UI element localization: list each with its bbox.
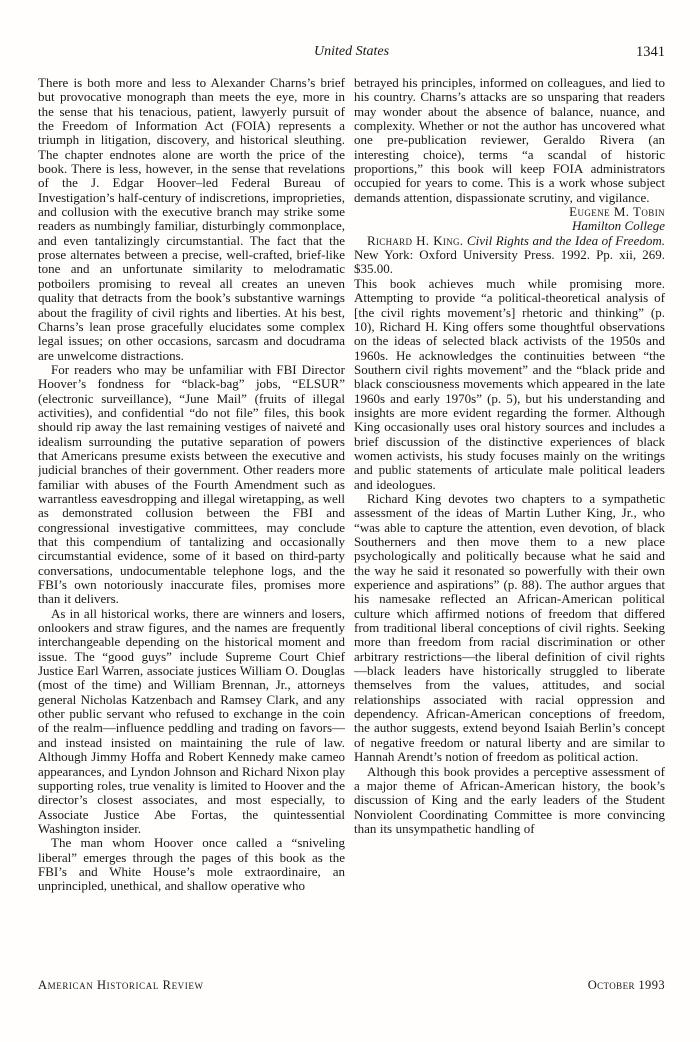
right-text-column (354, 76, 665, 948)
citation-author: Richard H. King. (367, 232, 464, 248)
citation-book-title: Civil Rights and the Idea of Freedom. (466, 232, 665, 248)
review-charns-paragraph: As in all historical works, there are winners and losers, onlookers and straw figures, and the names are frequently interchangeable depending on the historical moment and issue. The “good guys” include Supreme Court Chief Justice Earl Warren, associate justices William O. Douglas (most of the time) and William Brennan, Jr., attorneys general Nicholas Katzenbach and Ramsey Clark, and any other public servant who refused to exchange in the coin of the realm—influence peddling and trading on favors—and instead insisted on maintaining the rule of law. Although Jimmy Hoffa and Robert Kennedy make cameo appearances, and Lyndon Johnson and Richard Nixon play supporting roles, true venality is limited to Hoover and the director’s closest associates, and most especially, to Associate Justice Abe Fortas, the quintessential Washington insider. (38, 605, 345, 836)
reviewer-signature (354, 205, 665, 234)
review-king-paragraph: Although this book provides a perceptive assessment of a major theme of African-American history, the book’s discussion of King and the early leaders of the Student Nonviolent Coordinating Committee is more convincing than its unsympathetic handling of (354, 763, 665, 836)
book-citation (354, 234, 665, 277)
running-head-section-title: United States (313, 44, 390, 59)
review-king-paragraph: Richard King devotes two chapters to a sympathetic assessment of the ideas of Martin Luther King, Jr., who “was able to capture the attention, even devotion, of black Southerners and then move them to a new place psychologically and politically because what he said and the way he said it resonated so powerfully with their own experience and aspirations” (p. 88). The author argues that his namesake reflected an African-American political culture which affirmed notions of freedom that differed from traditional liberal conceptions of civil rights. Seeking more than freedom from racial discrimination or other arbitrary restrictions—the liberal definition of civil rights—black leaders have historically struggled to liberate themselves from the values, attitudes, and social relationships associated with racial oppression and dependency. African-American conceptions of freedom, the author suggests, extend beyond Isaiah Berlin’s concept of negative freedom or natural liberty and are similar to Hannah Arendt’s notion of freedom as political action. (354, 490, 665, 765)
review-charns-paragraph: The man whom Hoover once called a “sniveling liberal” emerges through the pages of this book as the FBI’s and White House’s mole extraordinaire, an unprincipled, unethical, and shallow operative who (38, 835, 345, 894)
review-charns-continuation: betrayed his principles, informed on colleagues, and lied to his country. Charns’s attacks are so unsparing that readers may wonder about the absence of balance, nuance, and complexity. Whether or not the author has uncovered what one pre-publication reviewer, Geraldo Rivera (an interesting choice), terms “a scandal of historic proportions,” this book will keep FOIA administrators occupied for years to come. This is a work whose subject demands attention, dispassionate scrutiny, and vigilance. (354, 76, 665, 205)
citation-publication-info: New York: Oxford University Press. 1992. Pp. xii, 269. $35.00. (354, 247, 665, 277)
reviewer-affiliation: Hamilton College (572, 218, 665, 234)
journal-title: American Historical Review (38, 978, 204, 992)
running-head (38, 44, 665, 64)
review-king-paragraph: This book achieves much while promising more. Attempting to provide “a political-theoretical analysis of [the civil rights movement’s] rhetoric and thinking” (p. 10), Richard H. King offers some thoughtful observations on the ideas of selected black activists of the 1950s and 1960s. He acknowledges the continuities between “the Southern civil rights movement” and the “black pride and black consciousness movements which appeared in the late 1960s and early 1970s” (p. 5), but his understanding and insights are more evident regarding the former. Although King occasionally uses oral history sources and includes a brief discussion of the distinctive experiences of black women activists, his study focuses mainly on the writings and public statements of articulate male political leaders and ideologues. (354, 275, 665, 492)
review-charns-paragraph: For readers who may be unfamiliar with FBI Director Hoover’s fondness for “black-bag” jobs, “ELSUR” (electronic surveillance), “June Mail” (fruits of illegal activities), and confidential “do not file” files, this book should rip away the last remaining vestiges of naiveté and idealism surrounding the putative separation of powers that Americans presume exists between the executive and judicial branches of their government. Other readers more familiar with abuses of the Fourth Amendment such as warrantless eavesdropping and illegal wiretapping, as well as demonstrated collusion between the FBI and congressional investigative committees, may conclude that this compendium of tantalizing and occasionally circumstantial evidence, some of it based on third-party conversations, undocumentable telephone logs, and the FBI’s own notoriously inaccurate files, promises more than it delivers. (38, 361, 345, 607)
review-charns-paragraph: There is both more and less to Alexander Charns’s brief but provocative monograph than meets the eye, more in the sense that his tenacious, patient, lawyerly pursuit of the Freedom of Information Act (FOIA) represents a triumph in litigation, discovery, and historical sleuthing. The chapter endnotes alone are worth the price of the book. There is less, however, in the sense that revelations of the J. Edgar Hoover–led Federal Bureau of Investigation’s half-century of indiscretions, improprieties, and collusion with the executive branch may strike some readers as numbingly familiar, disturbingly commonplace, and even tantalizingly circumstantial. The fact that the prose alternates between a precise, well-crafted, brief-like tone and an unfortunate similarity to melodramatic potboilers promising to reveal all creates an uneven quality that detracts from the book’s substantive warnings about the fragility of civil rights and liberties. At his best, Charns’s lean prose gracefully elucidates some complex legal issues; on other occasions, sarcasm and docudrama are unwelcome distractions. (38, 76, 345, 363)
reviewer-name: Eugene M. Tobin (569, 204, 665, 220)
issue-date: October 1993 (587, 978, 665, 992)
page-number: 1341 (636, 44, 665, 60)
left-text-column (38, 76, 345, 948)
page-footer (38, 978, 665, 996)
